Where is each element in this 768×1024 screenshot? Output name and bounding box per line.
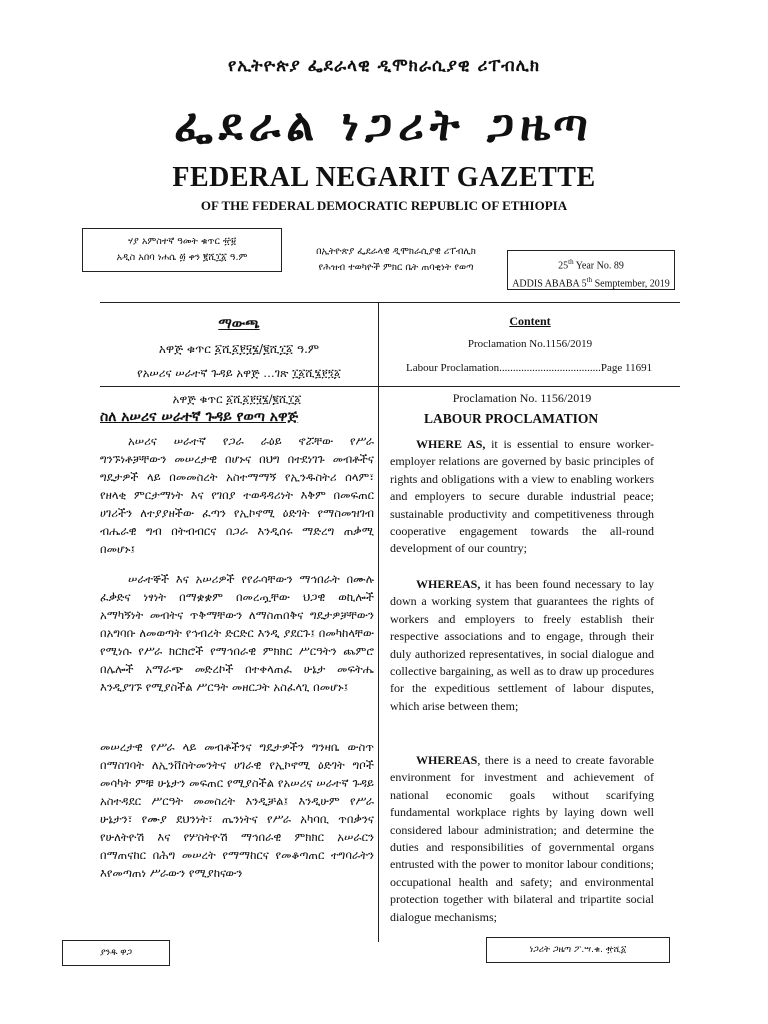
contents-entry-page: Page 11691 [600, 362, 653, 374]
masthead-amharic-top: የኢትዮጵያ ፌደራላዊ ዲሞክራሲያዊ ሪፐብሊክ [227, 56, 541, 76]
gazette-title: FEDERAL NEGARIT GAZETTE [172, 162, 596, 193]
issue-info-box-english [507, 250, 675, 290]
issue-year-number: 25th Year No. 89 [558, 258, 624, 272]
preamble-paragraph-amharic-2: ሠራተኞች እና አሠሪዎች የየራሳቸውን ማኅበራት በሙሉ ፈቃድና ነፃነት በማቋቋም በመረጧቸው ህጋዊ ወኪሎች አማካኝነት መብትና ጥቅማቸውን ለማስጠበቅና ግዴታዎቻቸውን በአግባቡ ለመወጣት የኅብረት ድርድር እንዲ ያደርጉ፤ በመካከላቸው የሚነሱ የሥራ ክርክሮች የማኅበራዊ ምክክር ሥርዓትን ጨምሮ በሌሎች አማራጭ መድረኮች በተቀላጠፈ ሁኔታ መፍትሔ እንዲያገኙ የሚያስችል ሥርዓት መዘርጋት አስፈላጊ በመሆኑ፤ [100, 572, 374, 694]
preamble-paragraph-3: WHEREAS, there is a need to create favorable environment for investment and achievement of national economic goals without scarifying fundamental workplace rights by laying down well considered labour administration; and determine the duties and responsibilities of governmental organs entrusted with the power to monitor labour conditions; occupational health and safety; and environmental protection together with bilateral and tripartite social dialogue mechanisms; [390, 753, 654, 924]
authority-line2: የሕዝብ ተወካዮች ምክር ቤት ጠባቂነት የወጣ [318, 262, 474, 273]
preamble-paragraph-amharic-1: አሠሪና ሠራተኛ የጋራ ራዕይ ኖሯቸው የሥራ ግንኙነቶቻቸውን መሠረታዊ በሆኑና በህግ በተደነገጉ መብቶችና ግዴታዎች ላይ በመመስረት አስተማማኝ የኢንዱስትሪ ሰላም፣ የዘላቂ ምርታማነት እና የገበያ ተወዳዳሪነት እቅም በመፍጠር ሀገሪችን ለተያያዘችው ፈጣን የኢኮኖሚ ዕድገት የማስመዝገብ ብሔራዊ ግብ በትብብርና በጋራ እንዲሰሩ ማድረግ ጠቃሚ በመሆኑ፤ [100, 434, 374, 556]
preamble-lead-1: WHERE AS, [416, 437, 486, 451]
contents-entry [406, 362, 652, 374]
masthead-amharic-title: ፌደራል ነጋሪት ጋዜጣ [174, 100, 594, 151]
proclamation-title-amharic: ስለ አሠሪና ሠራተኛ ጉዳይ የወጣ አዋጅ [100, 409, 299, 425]
issue-info-box-amharic [82, 228, 282, 272]
contents-entry-label: Labour Proclamation [406, 362, 500, 374]
issue-info-amharic-line2: አዲስ አበባ ነሐሴ ፴ ቀን ፪ሺ፲፩ ዓ.ም [116, 252, 248, 263]
authority-statement [290, 244, 502, 276]
preamble-paragraph-amharic-3: መሠረታዊ የሥራ ላይ መብቶችንና ግዴታዎችን ግንዛቤ ውስጥ በማስገባት ለኢንቨስትመንትና ሀገራዊ የኢኮኖሚ ዕድገት ግቦች መሳካት ምቹ ሁኔታን መፍጠር የሚያስችል የአሠሪና ሠራተኛ ጉዳይ አስተዳደር ሥርዓት መመስረት እንዲቻል፤ እንዲሁም የሥራ ሁኔታን፣ የሙያ ደህንነት፣ ጤንነትና የሥራ አካባቢ ጥበቃንና የሁለትዮሽ እና የሦስትዮሽ ማኅበራዊ ምክክር አሠራርን በማጠናከር በሕግ መሠረት የማማከርና የመቆጣጠር ተግባራትን እየመጣጠነ ሥራውን የሚያከናውን [100, 740, 374, 880]
gazette-subtitle: OF THE FEDERAL DEMOCRATIC REPUBLIC OF ETHIOPIA [200, 198, 568, 213]
preamble-lead-3: WHEREAS [416, 753, 478, 767]
contents-entry-leader: ..................................... [499, 362, 601, 374]
contents-bottom-rule [100, 386, 680, 387]
column-divider [378, 302, 379, 942]
proclamation-title: LABOUR PROCLAMATION [424, 411, 599, 426]
preamble-paragraph-1: WHERE AS, it is essential to ensure worker-employer relations are governed by basic principles of rights and obligations with a view to enabling workers and employers to secure durable industrial peace; sustainable productivity and competitiveness through cooperative engagement towards the all-round development of our country; [390, 437, 654, 556]
contents-entry-amharic: የአሠሪና ሠራተኛ ጉዳይ አዋጅ …ገጽ ፲፩ሺ፮፻፺፩ [137, 366, 341, 380]
proclamation-number-amharic: አዋጅ ቁጥር ፩ሺ፩፻፶፮/፪ሺ፲፩ [172, 392, 302, 406]
postal-box: ነጋሪት ጋዜጣ ፖ.ሣ.ቁ. ፹ሺ፩ [486, 937, 670, 963]
contents-proclamation-amharic: አዋጅ ቁጥር ፩ሺ፩፻፶፮/፪ሺ፲፩ ዓ.ም [158, 342, 320, 356]
issue-date: ADDIS ABABA 5th Semptember, 2019 [512, 276, 670, 290]
issue-info-amharic-line1: ሃያ አምስተኛ ዓመት ቁጥር ፹፱ [127, 236, 237, 247]
price-box: ያንዱ ዋጋ [62, 940, 170, 966]
preamble-paragraph-2: WHEREAS, it has been found necessary to lay down a working system that guarantees the rights of workers and employers to freely establish their respective associations and to engage, through their duly authorized representatives, in social dialogue and collective bargaining, as well as to draw up procedures for the expeditious settlement of labour disputes, which arise between them; [390, 577, 654, 713]
authority-line1: በኢትዮጵያ ፌደራላዊ ዲሞክራሲያዊ ሪፐብሊክ [316, 246, 476, 257]
contents-proclamation: Proclamation No.1156/2019 [467, 338, 593, 350]
contents-top-rule [100, 302, 680, 303]
contents-heading-amharic: ማውጫ [218, 316, 260, 332]
contents-heading: Content [509, 314, 551, 328]
preamble-lead-2: WHEREAS, [416, 577, 481, 591]
proclamation-number: Proclamation No. 1156/2019 [452, 391, 592, 405]
